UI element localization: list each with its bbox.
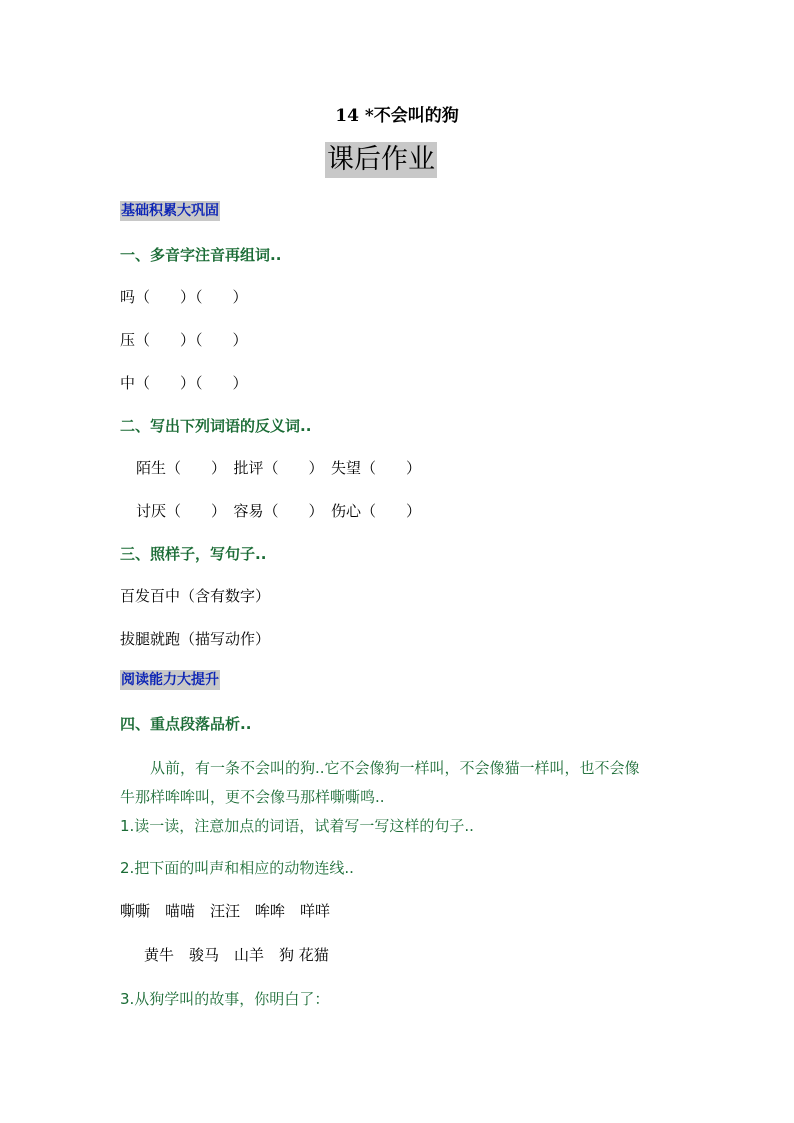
section-tag-reading: 阅读能力大提升 [121,672,219,688]
polyphone-line-2: 压（ ）（ ） [120,331,248,349]
animal-sounds-row: 嘶嘶 喵喵 汪汪 哞哞 咩咩 [120,902,331,920]
example-line-1: 百发百中（含有数字） [120,587,271,605]
antonym-row-1: 陌生（ ） 批评（ ） 失望（ ） [136,459,422,477]
reading-item-1: 1.读一读，注意加点的词语，试着写一写这样的句子.. [120,817,474,835]
question-1-heading: 一、多音字注音再组词.. [120,246,282,264]
example-line-2: 拔腿就跑（描写动作） [120,630,271,648]
homework-subtitle: 课后作业 [325,142,437,178]
section-tag-basics: 基础积累大巩固 [121,203,219,219]
polyphone-line-3: 中（ ）（ ） [120,374,248,392]
polyphone-line-1: 吗（ ）（ ） [120,288,248,306]
passage-line-1: 从前，有一条不会叫的狗..它不会像狗一样叫，不会像猫一样叫，也不会像 [150,759,640,777]
reading-item-3: 3.从狗学叫的故事，你明白了： [120,990,330,1008]
question-4-heading: 四、重点段落品析.. [120,715,252,733]
question-3-heading: 三、照样子，写句子.. [120,545,267,563]
reading-item-2: 2.把下面的叫声和相应的动物连线.. [120,859,354,877]
lesson-title: 14 *不会叫的狗 [335,106,459,126]
antonym-row-2: 讨厌（ ） 容易（ ） 伤心（ ） [136,502,422,520]
question-2-heading: 二、写出下列词语的反义词.. [120,417,312,435]
passage-line-2: 牛那样哞哞叫，更不会像马那样嘶嘶鸣.. [120,788,385,806]
animal-names-row: 黄牛 骏马 山羊 狗 花猫 [144,946,329,964]
